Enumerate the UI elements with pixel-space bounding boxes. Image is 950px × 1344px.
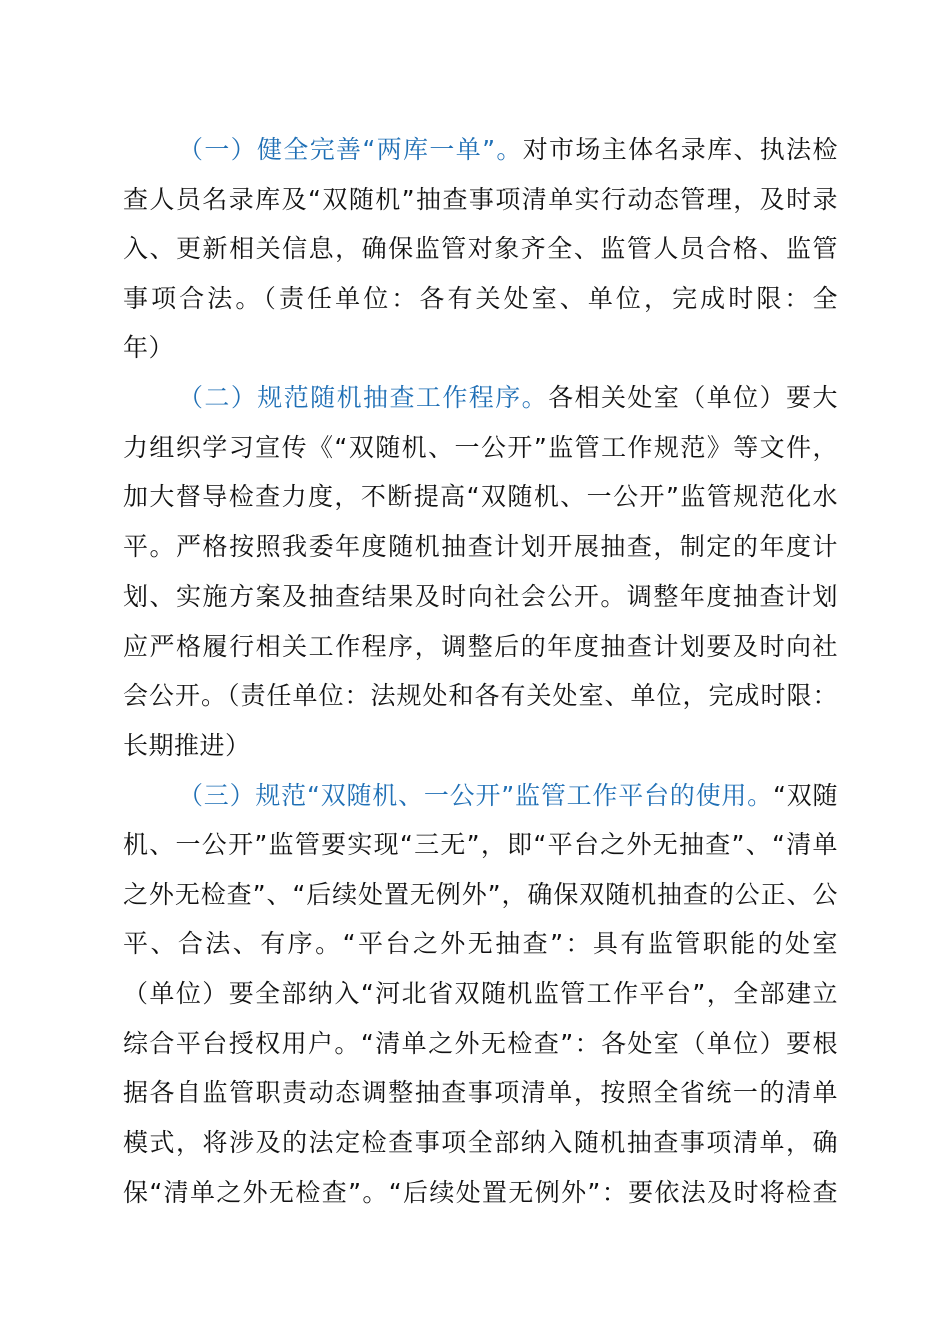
section-1-heading: （一）健全完善“两库一单”。 (178, 135, 523, 164)
section-3-line-3: 之外无检查”、“后续处置无例外”，确保双随机抽查的公正、公 (123, 880, 838, 909)
section-2-line-3: 加大督导检查力度，不断提高“双随机、一公开”监管规范化水 (123, 482, 838, 511)
section-3-line-8: 模式，将涉及的法定检查事项全部纳入随机抽查事项清单，确 (123, 1128, 838, 1157)
section-3-line-2: 机、一公开”监管要实现“三无”，即“平台之外无抽查”、“清单 (123, 830, 838, 859)
section-3-line-5: （单位）要全部纳入“河北省双随机监管工作平台”，全部建立 (123, 979, 838, 1008)
section-1-line-4: 事项合法。（责任单位：各有关处室、单位，完成时限：全 (123, 284, 838, 313)
section-2-line-1 (178, 378, 838, 418)
section-3-line-7: 据各自监管职责动态调整抽查事项清单，按照全省统一的清单 (123, 1078, 838, 1107)
section-1-line-3: 入、更新相关信息，确保监管对象齐全、监管人员合格、监管 (123, 234, 838, 263)
section-3-line-6: 综合平台授权用户。“清单之外无检查”：各处室（单位）要根 (123, 1029, 838, 1058)
section-2-line-5: 划、实施方案及抽查结果及时向社会公开。调整年度抽查计划 (123, 582, 838, 611)
section-1-line-5: 年） (123, 333, 175, 362)
section-1-line-2: 查人员名录库及“双随机”抽查事项清单实行动态管理，及时录 (123, 185, 838, 214)
section-2-line-2: 力组织学习宣传《“双随机、一公开”监管工作规范》等文件， (123, 433, 838, 462)
section-3-line-1 (178, 776, 838, 816)
section-3-line-4: 平、合法、有序。“平台之外无抽查”：具有监管职能的处室 (123, 929, 838, 958)
section-3-line-9: 保“清单之外无检查”。“后续处置无例外”：要依法及时将检查 (123, 1178, 838, 1207)
section-2-heading: （二）规范随机抽查工作程序。 (178, 383, 549, 412)
section-2-first-line-text: 各相关处室（单位）要大 (548, 383, 838, 412)
section-2-line-8: 长期推进） (123, 731, 251, 760)
section-1-first-line-text: 对市场主体名录库、执法检 (522, 135, 838, 164)
section-2-line-6: 应严格履行相关工作程序，调整后的年度抽查计划要及时向社 (123, 632, 838, 661)
section-2-line-4: 平。严格按照我委年度随机抽查计划开展抽查，制定的年度计 (123, 532, 838, 561)
section-2-line-7: 会公开。（责任单位：法规处和各有关处室、单位，完成时限： (123, 681, 838, 710)
section-3-first-line-text: “双随 (772, 781, 839, 810)
section-3-heading: （三）规范“双随机、一公开”监管工作平台的使用。 (178, 781, 773, 810)
section-1-line-1 (178, 130, 838, 170)
